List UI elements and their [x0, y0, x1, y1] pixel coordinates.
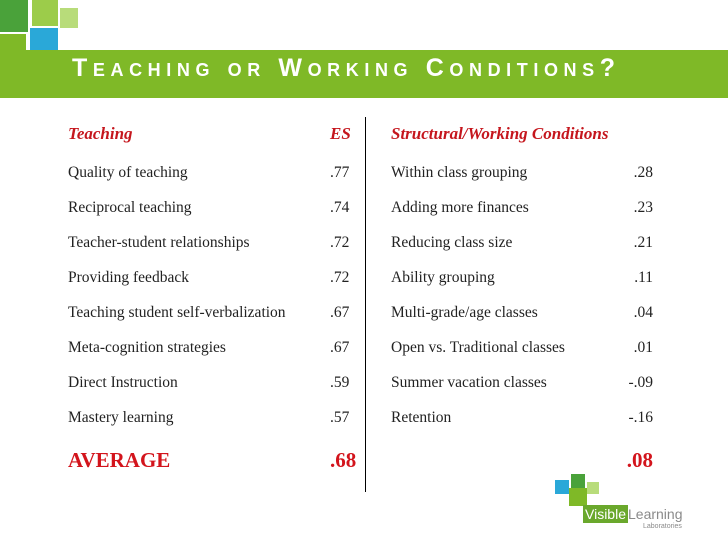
- left-row-value: .67: [330, 304, 350, 321]
- right-row-label: Retention: [391, 409, 452, 426]
- left-row-value: .57: [330, 409, 350, 426]
- right-row-value: .28: [633, 164, 653, 181]
- right-row-value: .11: [634, 269, 653, 286]
- left-row-value: .67: [330, 339, 350, 356]
- left-header-es: ES: [330, 124, 351, 143]
- logo-word-visible: Visible: [585, 506, 626, 522]
- right-row-label: Multi-grade/age classes: [391, 304, 538, 321]
- right-row-value: -.16: [628, 409, 653, 426]
- right-row-label: Adding more finances: [391, 199, 529, 216]
- right-row-label: Summer vacation classes: [391, 374, 547, 391]
- left-row-label: Teacher-student relationships: [68, 234, 250, 251]
- right-row-value: .01: [633, 339, 653, 356]
- right-header-label: Structural/Working Conditions: [391, 124, 609, 143]
- left-row-value: .72: [330, 234, 350, 251]
- right-row-value: .23: [633, 199, 653, 216]
- logo-word-learning: Learning: [628, 506, 683, 522]
- average-right-value: .08: [626, 448, 653, 472]
- left-row-value: .77: [330, 164, 350, 181]
- average-label: AVERAGE: [68, 448, 171, 472]
- left-row-label: Teaching student self-verbalization: [68, 304, 286, 321]
- left-row-label: Direct Instruction: [68, 374, 178, 391]
- left-row-label: Providing feedback: [68, 269, 189, 286]
- column-divider: [365, 117, 366, 492]
- right-row-value: .04: [633, 304, 653, 321]
- visible-learning-logo: [555, 472, 715, 532]
- logo-squares-icon: [555, 472, 615, 508]
- left-row-label: Reciprocal teaching: [68, 199, 192, 216]
- right-row-label: Open vs. Traditional classes: [391, 339, 565, 356]
- right-row-label: Ability grouping: [391, 269, 495, 286]
- left-row-value: .59: [330, 374, 350, 391]
- logo-subtitle: Laboratories: [643, 523, 682, 530]
- right-row-value: .21: [633, 234, 653, 251]
- left-row-label: Mastery learning: [68, 409, 174, 426]
- left-row-value: .72: [330, 269, 350, 286]
- left-row-value: .74: [330, 199, 350, 216]
- right-row-label: Within class grouping: [391, 164, 528, 181]
- left-row-label: Meta-cognition strategies: [68, 339, 226, 356]
- slide-title: Teaching or Working Conditions?: [72, 54, 621, 82]
- left-row-label: Quality of teaching: [68, 164, 188, 181]
- right-row-label: Reducing class size: [391, 234, 513, 251]
- right-row-value: -.09: [628, 374, 653, 391]
- average-left-value: .68: [330, 448, 357, 472]
- left-header-label: Teaching: [68, 124, 133, 143]
